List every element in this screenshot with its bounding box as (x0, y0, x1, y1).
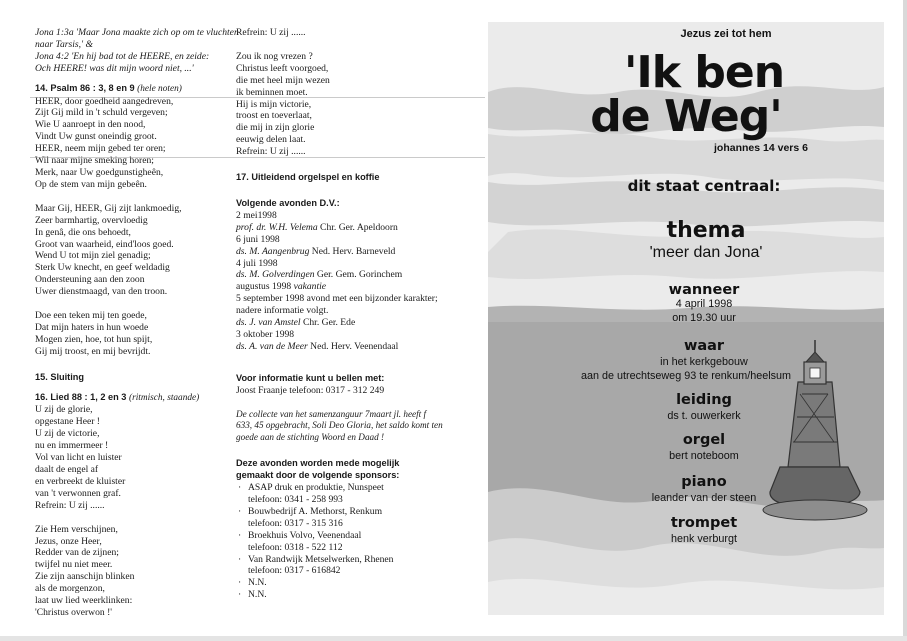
verse-line: Refrein: U zij ...... (236, 146, 306, 158)
verse-line: Wie U aanroept in den nood, (35, 119, 146, 131)
verse-line: opgestane Heer ! (35, 416, 100, 428)
avond-line (236, 317, 471, 329)
verse-line: troost en toeverlaat, (236, 110, 312, 122)
intro-line: Jona 1:3a 'Maar Jona maakte zich op om te vluchten (35, 27, 239, 38)
verse-line: Zou ik nog vrezen ? (236, 50, 313, 62)
avond-line: 2 mei1998 (236, 209, 277, 221)
verse-line: Uwer dienstmaagd, van den troon. (35, 286, 168, 298)
avond-date: augustus 1998 (236, 281, 294, 293)
scan-line (30, 157, 485, 158)
speaker-name: prof. dr. W.H. Velema (236, 221, 318, 233)
wanneer-date: 4 april 1998 (675, 298, 733, 310)
church-place: Chr. Ger. Ede (300, 317, 356, 329)
verse-line: Sterk Uw knecht, en geef weldadig (35, 262, 170, 274)
verse-line: die mij in zijn glorie (236, 122, 315, 134)
verse-line: Wend U tot mijn ziel genadig; (35, 250, 151, 262)
avond-line (236, 281, 471, 293)
verse-line: Hij is mijn victorie, (236, 98, 312, 110)
wanneer-label: wanneer (668, 282, 740, 298)
poster-central: dit staat centraal: (627, 177, 781, 195)
piano-value: leander van der steen (651, 492, 757, 504)
thema-value: 'meer dan Jona' (649, 244, 763, 261)
avond-line (236, 341, 471, 353)
psalm-heading: 14. Psalm 86 : 3, 8 en 9 (hele noten) (35, 82, 182, 94)
sponsors-heading-line: Deze avonden worden mede mogelijk (236, 458, 400, 469)
uitleidend-heading: 17. Uitleidend orgelspel en koffie (236, 172, 380, 183)
piano-label: piano (681, 474, 727, 490)
sponsor-name: · Bouwbedrijf A. Methorst, Renkum (248, 505, 383, 517)
verse-line: Ondersteuning aan den zoon (35, 274, 145, 286)
collecte-line: 633, 45 opgebracht, Soli Deo Gloria, het saldo komt ten (236, 420, 443, 431)
verse-line: die met heel mijn wezen (236, 74, 330, 86)
middle-column (236, 27, 471, 601)
avond-line: 5 september 1998 avond met een bijzonder karakter; (236, 293, 438, 305)
waar-line2: aan de utrechtseweg 93 te renkum/heelsum (580, 370, 792, 382)
collecte-text (236, 409, 471, 445)
sponsor-name: · N.N. (248, 589, 267, 601)
speaker-name: ds. M. Aangenbrug (236, 245, 310, 257)
intro-line: naar Tarsis,' & (35, 38, 93, 50)
collecte-line: De collecte van het samenzanguur 7maart jl. heeft f (236, 408, 427, 419)
sponsors-heading (236, 458, 471, 482)
refrein-line: Refrein: U zij ...... (236, 27, 306, 38)
verse-line: Op de stem van mijn gebeên. (35, 178, 147, 190)
verse-line: Jezus, onze Heer, (35, 535, 102, 547)
sponsors-heading-line: gemaakt door de volgende sponsors: (236, 470, 400, 481)
verse-line: Zie Hem verschijnen, (35, 523, 118, 535)
avond-line (236, 269, 471, 281)
sponsor-item (248, 589, 471, 601)
page-edge (903, 0, 907, 641)
verse-line: Doe een teken mij ten goede, (35, 310, 147, 322)
verse-line: Dat mijn haters in hun woede (35, 321, 149, 333)
speaker-name: ds. M. Golverdingen (236, 269, 315, 281)
verse-line: 'Christus overwon !' (35, 606, 113, 618)
avond-line: 4 juli 1998 (236, 257, 278, 269)
info-heading: Voor informatie kunt u bellen met: (236, 372, 385, 383)
verse-line: In genâ, die ons behoedt, (35, 226, 131, 238)
verse-line: twijfel nu niet meer. (35, 559, 113, 571)
verse-line: laat uw lied weerklinken: (35, 595, 133, 607)
poster-panel (488, 22, 884, 615)
wanneer-time: om 19.30 uur (672, 312, 736, 324)
verse-line: U zij de victorie, (35, 428, 100, 440)
page-bottom-edge (0, 636, 907, 641)
speaker-name: ds. J. van Amstel (236, 317, 301, 329)
verse-line: en verbreekt de kluister (35, 475, 126, 487)
trompet-label: trompet (670, 515, 738, 531)
church-place: Ned. Herv. Veenendaal (307, 340, 399, 352)
poster-title-line2: de Weg' (590, 91, 782, 142)
speaker-name: ds. A. van de Meer (236, 340, 308, 352)
verse-line: daalt de engel af (35, 464, 99, 475)
verse-line: HEER, door goedheid aangedreven, (35, 95, 174, 107)
sponsor-name: · Van Randwijk Metselwerken, Rhenen (248, 553, 394, 565)
intro-line: Och HEERE! was dit mijn woord niet, ...' (35, 62, 194, 74)
intro-line: Jona 4:2 'En hij bad tot de HEERE, en zeide: (35, 50, 210, 62)
sponsors-list (236, 482, 471, 601)
poster-intro: Jezus zei tot hem (680, 28, 772, 40)
verse-line: Merk, naar Uw goedgunstigheên, (35, 166, 164, 178)
sponsor-phone: telefoon: 0317 - 616842 (248, 565, 341, 577)
avond-line: 6 juni 1998 (236, 233, 280, 245)
waar-line1: in het kerkgebouw (660, 356, 748, 368)
verse-line: Maar Gij, HEER, Gij zijt lankmoedig, (35, 202, 182, 214)
church-place: Ned. Herv. Barneveld (309, 245, 396, 257)
sponsor-name: · N.N. (248, 577, 267, 589)
avond-line (236, 222, 471, 234)
leiding-label: leiding (676, 392, 732, 408)
verse-line: als de morgenzon, (35, 583, 105, 595)
avond-line (236, 246, 471, 258)
sluiting-heading: 15. Sluiting (35, 371, 85, 382)
verse-line: Gij mij troost, en mij bevrijdt. (35, 345, 151, 357)
verse-line: Zeer barmhartig, overvloedig (35, 214, 148, 226)
avond-line: nadere informatie volgt. (236, 305, 329, 317)
sponsor-item (248, 577, 471, 589)
psalm-verse-1 (35, 96, 235, 191)
psalm-verse-3 (35, 310, 235, 358)
lied-verse-1 (35, 404, 235, 511)
collecte-line: goede aan de stichting Woord en Daad ! (236, 432, 385, 443)
sponsor-phone: telefoon: 0341 - 258 993 (248, 494, 343, 505)
sponsor-phone: telefoon: 0318 - 522 112 (248, 541, 343, 553)
thema-label: thema (666, 218, 746, 243)
verse-line: Mogen zien, hoe, tot hun spijt, (35, 333, 153, 345)
sponsor-name: · Broekhuis Volvo, Veenendaal (248, 529, 362, 541)
lied-heading: 16. Lied 88 : 1, 2 en 3 (ritmisch, staande) (35, 391, 200, 403)
leiding-value: ds t. ouwerkerk (667, 410, 741, 422)
verse-line: van 't verwonnen graf. (35, 487, 121, 499)
info-line: Joost Fraanje telefoon: 0317 - 312 249 (236, 384, 385, 396)
left-column (35, 27, 239, 619)
avond-line: 3 oktober 1998 (236, 328, 295, 340)
sponsor-item (248, 482, 471, 506)
verse-line: U zij de glorie, (35, 404, 93, 416)
verse-line: Zie zijn aanschijn blinken (35, 571, 135, 583)
verse-line: Christus leeft voorgoed, (236, 62, 329, 74)
scan-line (30, 97, 485, 98)
lied-verse-2 (35, 524, 235, 619)
trompet-value: henk verburgt (670, 533, 738, 545)
verse-line: Refrein: U zij ...... (35, 499, 105, 511)
verse-line: eeuwig delen laat. (236, 134, 306, 146)
verse-line: Zijt Gij mild in 't schuld vergeven; (35, 107, 168, 119)
verse-line: Redder van de zijnen; (35, 547, 119, 559)
poster-reference: johannes 14 vers 6 (714, 142, 808, 154)
verse-line: ik beminnen moet. (236, 86, 308, 98)
verse-line: Groot van waarheid, eind'loos goed. (35, 238, 174, 250)
avonden-list (236, 210, 471, 353)
intro-block (35, 27, 239, 75)
psalm-verse-2 (35, 203, 235, 298)
sponsor-name: · ASAP druk en produktie, Nunspeet (248, 482, 384, 494)
sponsor-item (248, 506, 471, 530)
lied-verse-3 (236, 51, 471, 158)
avonden-heading: Volgende avonden D.V.: (236, 197, 340, 208)
church-place: Ger. Gem. Gorinchem (314, 269, 403, 281)
orgel-value: bert noteboom (669, 450, 739, 462)
verse-line: Vol van licht en luister (35, 452, 122, 464)
avond-note: vakantie (293, 281, 327, 293)
sponsor-item (248, 530, 471, 554)
verse-line: HEER, neem mijn gebed ter oren; (35, 143, 166, 155)
church-place: Chr. Ger. Apeldoorn (317, 221, 398, 233)
poster-title-line1: 'Ik ben (623, 47, 785, 98)
orgel-label: orgel (682, 432, 726, 448)
waar-label: waar (683, 338, 725, 354)
verse-line: Vindt Uw gunst oneindig groot. (35, 131, 157, 143)
verse-line: nu en immermeer ! (35, 440, 109, 452)
sponsor-phone: telefoon: 0317 - 315 316 (248, 517, 343, 529)
sponsor-item (248, 554, 471, 578)
verse-line: Wil naar mijne smeking horen; (35, 155, 154, 167)
